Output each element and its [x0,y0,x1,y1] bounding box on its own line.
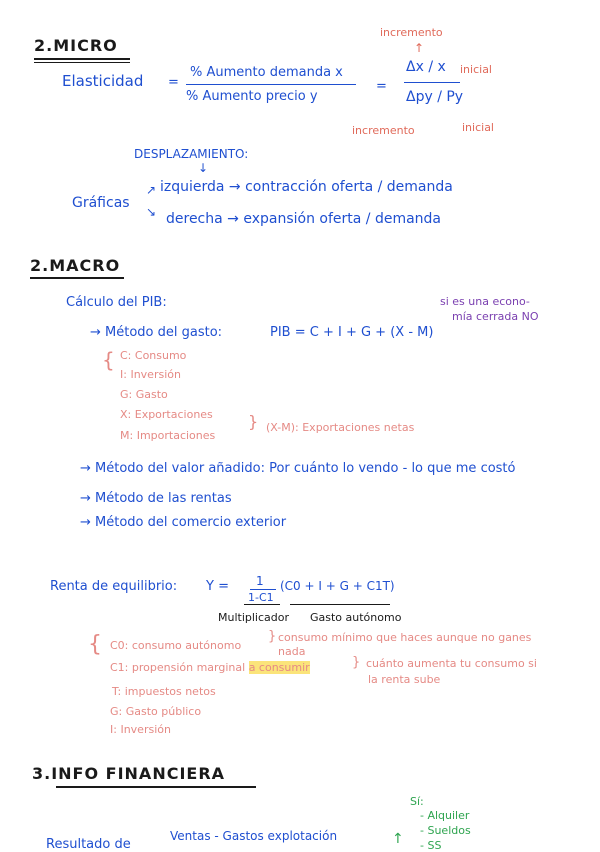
micro-heading: 2.MICRO [34,36,118,55]
resultado-label: Resultado de [46,837,131,852]
incremento-top: incremento [380,26,443,39]
note-line-1: si es una econo- [440,295,530,308]
delta-p: Δpy / Py [406,89,464,105]
gasto-bracket [290,604,390,605]
component-i: I: Inversión [120,368,181,381]
list-sueldos: - Sueldos [420,824,471,837]
method-comercio: → Método del comercio exterior [80,515,287,530]
graficas-label: Gráficas [72,195,130,211]
brace-c0-icon: } [268,629,277,644]
info-heading: 3.INFO FINANCIERA [32,764,226,783]
brace-c1-icon: } [352,655,361,670]
c1-highlight: a consumir [248,661,310,674]
component-c: C: Consumo [120,349,187,362]
t-item: T: impuestos netos [112,685,216,698]
multiplicador-label: Multiplicador [218,611,290,624]
net-exports: (X-M): Exportaciones netas [266,421,415,434]
list-ss: - SS [420,839,442,852]
renta-label: Renta de equilibrio: [50,579,178,594]
note-line-2: mía cerrada NO [452,310,539,323]
brace-left-2-icon: { [88,632,102,657]
desplazamiento-label: DESPLAZAMIENTO: [134,147,249,161]
info-underline [56,786,256,788]
fraction-bar-2 [404,82,460,83]
si-label: Sí: [410,795,424,808]
branch-arrow-down-icon: ↘ [146,205,157,219]
c0-item: C0: consumo autónomo [110,639,242,652]
c1-note-2: la renta sube [368,673,441,686]
arrow-down-icon: ↓ [198,161,209,175]
arrow-up-icon: ↑ [414,41,425,55]
component-m: M: Importaciones [120,429,216,442]
branch-arrows-icon: ↗ [146,183,157,197]
derecha-line: derecha → expansión oferta / demanda [166,211,442,227]
frac-num: 1 [256,574,264,588]
micro-underline [34,58,130,60]
equals-2: = [376,79,387,94]
denominator: % Aumento precio y [186,89,318,104]
incremento-bottom: incremento [352,124,415,137]
frac-bar [250,589,276,590]
c0-note-2: nada [278,645,306,658]
fraction-bar [186,84,356,85]
i-item: I: Inversión [110,723,171,736]
multiplicador-bracket [244,604,280,605]
y-equals: Y = [206,579,229,594]
component-x: X: Exportaciones [120,408,213,421]
method-rentas: → Método de las rentas [80,491,232,506]
calculo-label: Cálculo del PIB: [66,295,167,310]
arrow-up-green-icon: ↑ [392,831,404,847]
list-alquiler: - Alquiler [420,809,470,822]
brace-right-icon: } [248,412,259,431]
gasto-autonomo-label: Gasto autónomo [310,611,402,624]
inicial-top: inicial [460,63,492,76]
frac-den: 1-C1 [248,591,274,604]
method-valor-anadido: → Método del valor añadido: Por cuánto lo vendo - lo que me costó [80,461,516,476]
macro-heading: 2.MACRO [30,256,121,275]
ventas-line: Ventas - Gastos explotación [170,829,338,843]
brace-left-icon: { [102,348,115,372]
micro-underline-2 [34,62,130,63]
numerator: % Aumento demanda x [190,65,343,80]
c1-note-1: cuánto aumenta tu consumo si [366,657,537,670]
macro-underline [30,277,124,279]
metodo-gasto: → Método del gasto: [90,325,223,340]
pib-formula: PIB = C + I + G + (X - M) [270,325,434,340]
c1-prefix: C1: propensión marginal [110,661,246,674]
delta-x: Δx / x [406,59,446,75]
renta-rest: (C0 + I + G + C1T) [280,579,395,593]
izquierda-line: izquierda → contracción oferta / demanda [160,179,453,195]
component-g: G: Gasto [120,388,168,401]
inicial-bottom: inicial [462,121,494,134]
c0-note-1: consumo mínimo que haces aunque no ganes [278,631,532,644]
elasticity-label: Elasticidad [62,72,144,90]
equals-1: = [168,75,179,90]
g-item: G: Gasto público [110,705,202,718]
c1-item [110,662,310,673]
